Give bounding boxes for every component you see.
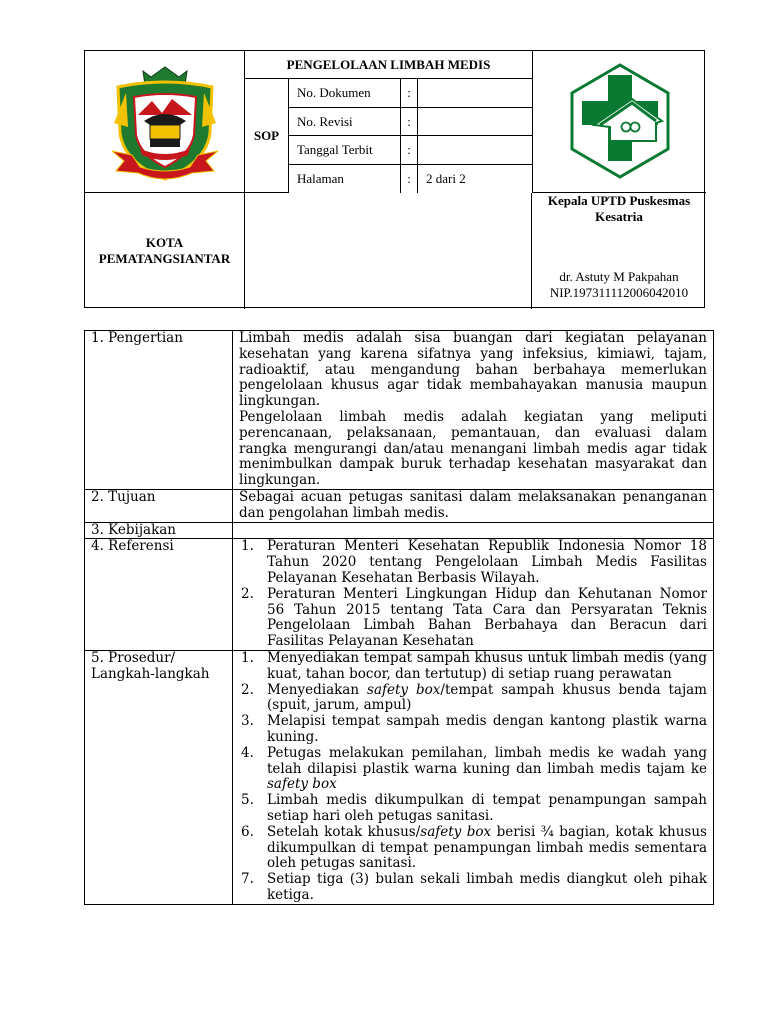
row-value-prosedur [233,650,714,904]
info-label: No. Revisi [297,113,353,129]
list-text: Setiap tiga (3) bulan sekali limbah medis diangkut oleh pihak ketiga. [267,871,707,903]
list-number: 1. [241,538,254,555]
prosedur-label-line-1: 5. Prosedur/ [91,649,176,666]
list-number: 3. [241,713,254,730]
list-item [239,746,707,793]
list-item [239,683,707,715]
info-row-halaman [289,165,532,194]
list-item [239,872,707,904]
list-number: 6. [241,823,254,840]
info-row-tanggal [289,136,532,165]
info-label: No. Dokumen [297,85,371,100]
document-info [289,79,532,193]
list-text: Melapisi tempat sampah medis dengan kantong plastik warna kuning. [267,713,707,745]
list-text: Peraturan Menteri Lingkungan Hidup dan Kehutanan Nomor 56 Tahun 2015 tentang Tata Cara dan Persyaratan Teknis Pengelolaan Limbah Bahan Berbahaya dan Beracun dari Fasilitas Pelayanan Kesehatan [267,585,707,650]
referensi-list [239,539,707,650]
list-text-pre: Petugas melakukan pemilahan, limbah medis ke wadah yang telah dilapisi plastik warna kuning dan limbah medis tajam ke [267,744,707,777]
list-number: 2. [241,681,254,698]
info-label: Halaman [297,170,344,186]
list-item [239,587,707,650]
list-item [239,714,707,746]
list-text-post: berisi ¾ bagian, kotak khusus dikumpulkan di tempat penampungan limbah medis sementara oleh petugas sanitasi. [267,823,707,872]
info-label: Tanggal Terbit [297,142,373,157]
table-row [85,331,714,490]
sop-header [84,50,705,308]
row-label-prosedur [85,650,233,904]
signatory [532,193,706,309]
table-row [85,539,714,651]
signatory-name-block [532,269,706,301]
signatory-title: Kepala UPTD Puskesmas Kesatria [547,193,691,224]
signatory-nip: NIP.197311112006042010 [549,285,689,300]
pengertian-paragraph-1: Limbah medis adalah sisa buangan dari kegiatan pelayanan kesehatan yang karena sifatnya yang infeksius, kimiawi, tajam, radioaktif, atau mengandung bahan berbahaya memerlukan pengelolaan khusus agar tidak membahayakan manusia maupun lingkungan. [239,330,707,410]
signatory-name: dr. Astuty M Pakpahan [559,269,679,284]
city-name-cell [85,193,245,309]
info-row-dokumen [289,79,532,108]
list-text-pre: Setelah kotak khusus/ [267,823,421,840]
info-colon: : [400,108,418,136]
table-row [85,489,714,522]
info-row-revisi [289,108,532,137]
row-value-tujuan: Sebagai acuan petugas sanitasi dalam melaksanakan penanganan dan pengolahan limbah medis. [233,489,714,522]
list-text-post: /tempat sampah khusus benda tajam (spuit, jarum, ampul) [267,681,707,714]
row-value-referensi [233,539,714,651]
list-number: 5. [241,792,254,809]
list-text-pre: Menyediakan [267,681,368,698]
list-text-italic: safety box [267,776,337,793]
info-colon: : [400,165,418,194]
row-label-pengertian: 1. Pengertian [85,331,233,490]
list-number: 2. [241,585,254,602]
empty-cell [245,193,532,309]
prosedur-label-line-2: Langkah-langkah [91,665,210,682]
document-title: PENGELOLAAN LIMBAH MEDIS [245,51,532,79]
list-item [239,825,707,872]
list-text: Peraturan Menteri Kesehatan Republik Indonesia Nomor 18 Tahun 2020 tentang Pengelolaan Limbah Medis Fasilitas Pelayanan Kesehatan Berbasis Wilayah. [267,538,707,586]
table-row [85,650,714,904]
list-item [239,539,707,586]
info-colon: : [400,79,418,107]
row-value-kebijakan [233,522,714,539]
row-label-tujuan: 2. Tujuan [85,489,233,522]
city-name: KOTA PEMATANGSIANTAR [98,235,231,266]
pengertian-paragraph-2: Pengelolaan limbah medis adalah kegiatan yang meliputi perencanaan, pelaksanaan, pemantauan, dan evaluasi dalam rangka mengurangi dan/atau menangani limbah medis agar tidak menimbulkan dampak buruk terhadap kesehatan masyarakat dan lingkungan. [239,408,707,489]
info-value: 2 dari 2 [426,170,466,186]
list-text: Menyediakan tempat sampah khusus untuk limbah medis (yang kuat, tahan bocor, dan tertutup) di setiap ruang perawatan [267,649,707,682]
prosedur-list [239,651,707,904]
row-label-kebijakan: 3. Kebijakan [85,522,233,539]
list-text-italic: safety box [367,681,441,698]
list-text-italic: safety box [420,823,492,840]
row-value-pengertian [233,331,714,490]
puskesmas-logo-icon [564,61,676,181]
row-label-referensi: 4. Referensi [85,539,233,651]
list-text: Limbah medis dikumpulkan di tempat penampungan sampah setiap hari oleh petugas sanitasi. [267,792,707,824]
city-emblem-icon [110,63,220,183]
list-item [239,651,707,683]
info-colon: : [400,136,418,164]
list-item [239,793,707,825]
sop-content-table [84,330,714,905]
city-logo-cell [85,51,245,193]
list-number: 1. [241,649,254,666]
puskesmas-logo-cell [532,51,706,193]
list-number: 4. [241,744,254,761]
table-row [85,522,714,539]
list-number: 7. [241,871,254,888]
sop-label: SOP [245,79,289,193]
